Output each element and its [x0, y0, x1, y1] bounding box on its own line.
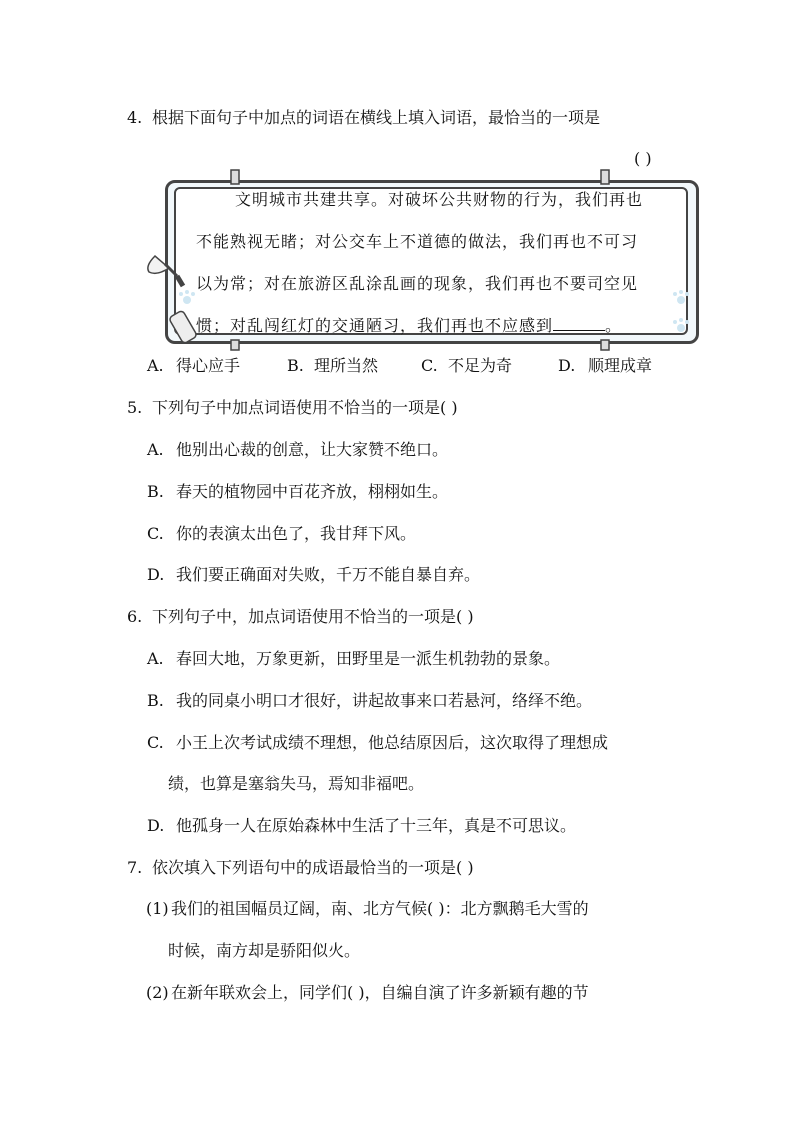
q5-option-c-label: C. — [147, 524, 164, 543]
q4-passage-line-4-text: 惯；对乱闯红灯的交通陋习，我们再也不应感到 — [196, 316, 554, 335]
q6-option-d-label: D. — [147, 816, 165, 835]
q6-number: 6. — [127, 607, 143, 626]
q6-option-d-text: 他孤身一人在原始森林中生活了十三年，真是不可思议。 — [176, 816, 577, 835]
q5-option-b-label: B. — [147, 482, 164, 501]
q4-option-a-text: 得心应手 — [176, 356, 241, 375]
q5-prompt: 下列句子中加点词语使用不恰当的一项是( ) — [152, 398, 458, 417]
board-post-right — [601, 170, 609, 184]
q4-passage-line-2: 不能熟视无睹；对公交车上不道德的做法，我们再也不可习 — [196, 232, 639, 251]
q6-prompt: 下列句子中，加点词语使用不恰当的一项是( ) — [152, 607, 474, 626]
board-leg-right — [601, 340, 609, 350]
q6-option-b-label: B. — [147, 691, 164, 710]
chalk-icon — [169, 310, 198, 344]
q4-passage-line-4 — [196, 318, 622, 334]
q6-option-a-label: A. — [147, 649, 164, 668]
q4-option-d-label: D. — [558, 356, 576, 375]
q4-option-d-text: 顺理成章 — [588, 356, 653, 375]
q4-prompt: 根据下面句子中加点的词语在横线上填入词语，最恰当的一项是 — [152, 108, 601, 127]
q5-option-c-text: 你的表演太出色了，我甘拜下风。 — [176, 524, 417, 543]
q4-option-b-label: B. — [287, 356, 304, 375]
q5-option-a-text: 他别出心裁的创意，让大家赞不绝口。 — [176, 440, 449, 459]
brush-icon — [148, 256, 183, 286]
q5-option-a-label: A. — [147, 440, 164, 459]
q4-passage-line-3: 以为常；对在旅游区乱涂乱画的现象，我们再也不要司空见 — [196, 274, 639, 293]
q4-number: 4. — [127, 108, 143, 127]
q7-item-1-line-1: 我们的祖国幅员辽阔，南、北方气候( )：北方飘鹅毛大雪的 — [171, 899, 589, 918]
q5-option-b-text: 春天的植物园中百花齐放，栩栩如生。 — [176, 482, 449, 501]
q4-option-a-label: A. — [147, 356, 164, 375]
q7-prompt: 依次填入下列语句中的成语最恰当的一项是( ) — [152, 858, 474, 877]
q7-item-2-label: (2) — [146, 983, 169, 1002]
q5-option-d-text: 我们要正确面对失败，千万不能自暴自弃。 — [176, 565, 481, 584]
board-leg-left — [231, 340, 239, 350]
q6-option-b-text: 我的同桌小明口才很好，讲起故事来口若悬河，络绎不绝。 — [176, 691, 593, 710]
q5-option-d-label: D. — [147, 565, 165, 584]
q6-option-c-label: C. — [147, 733, 164, 752]
board-post-left — [231, 170, 239, 184]
q6-option-c-text-line-1: 小王上次考试成绩不理想，他总结原因后，这次取得了理想成 — [176, 733, 609, 752]
fill-blank — [553, 318, 605, 331]
q6-option-a-text: 春回大地，万象更新，田野里是一派生机勃勃的景象。 — [176, 649, 561, 668]
q7-item-1-line-2: 时候，南方却是骄阳似火。 — [168, 941, 361, 960]
q4-passage-line-4-end: 。 — [605, 316, 623, 335]
q7-item-1-label: (1) — [146, 899, 169, 918]
q4-passage-line-1: 文明城市共建共享。对破坏公共财物的行为，我们再也 — [235, 190, 644, 209]
q4-option-b-text: 理所当然 — [314, 356, 379, 375]
q5-number: 5. — [127, 398, 143, 417]
q7-number: 7. — [127, 858, 143, 877]
q4-option-c-label: C. — [421, 356, 438, 375]
q4-option-c-text: 不足为奇 — [448, 356, 513, 375]
q6-option-c-text-line-2: 绩，也算是塞翁失马，焉知非福吧。 — [168, 774, 425, 793]
q7-item-2-line-1: 在新年联欢会上，同学们( )，自编自演了许多新颖有趣的节 — [171, 983, 589, 1002]
q4-answer-paren: ( ) — [634, 149, 652, 168]
